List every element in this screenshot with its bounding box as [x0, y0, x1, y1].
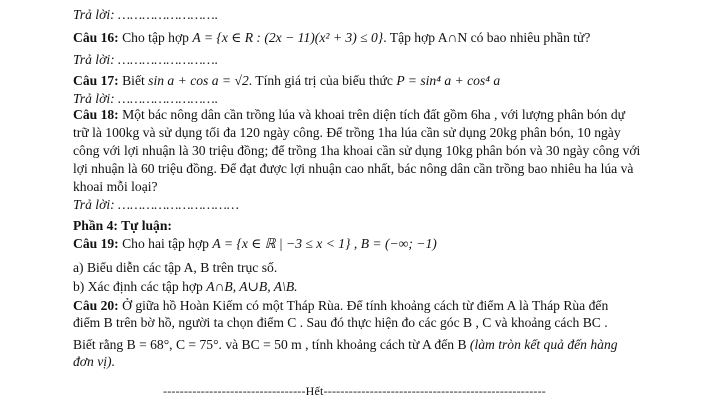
answer-line-17 [73, 90, 218, 107]
answer-dots: ……………………. [118, 7, 219, 22]
answer-dots: ……………………. [118, 52, 219, 67]
q19-b-text: b) Xác định các tập hợp [73, 279, 203, 294]
q19-part-a: a) Biểu diễn các tập A, B trên trục số. [73, 260, 278, 275]
q17-text-b: . Tính giá trị của biểu thức [248, 73, 393, 88]
q17-text-a: Biết [122, 73, 145, 88]
q16-formula: A = {x ∈ R : (2x − 11)(x² + 3) ≤ 0} [192, 30, 384, 45]
q20-line3-a: Biết rằng B = 68°, C = 75°. và BC = 50 m , tính khoảng cách từ A đến B [73, 337, 467, 352]
q18-line1: Một bác nông dân cần trồng lúa và khoai trên diện tích đất gồm 6ha , với lượng phân bón dự [122, 107, 626, 122]
question-18-line1 [73, 106, 625, 123]
end-marker: ----------------------------------Hết----------------------------------------------------- [163, 384, 546, 398]
q19-formula: A = {x ∈ ℝ | −3 ≤ x < 1} , B = (−∞; −1) [212, 236, 437, 251]
q19-text-a: Cho hai tập hợp [122, 236, 209, 251]
answer-label: Trả lời: [73, 52, 115, 67]
q20-line2: điểm B trên bờ hồ, người ta chọn điểm C . Sau đó thực hiện đo các góc B , C và khoảng cách BC . [73, 315, 608, 330]
question-19 [73, 235, 437, 252]
answer-dots: ……………………. [118, 91, 219, 106]
q16-label: Câu 16: [73, 30, 119, 45]
question-17 [73, 72, 500, 89]
q16-text-a: Cho tập hợp [122, 30, 189, 45]
answer-label: Trả lời: [73, 91, 115, 106]
q18-line5: khoai mỗi loại? [73, 179, 158, 194]
answer-label: Trả lời: [73, 197, 115, 212]
answer-line-16 [73, 51, 218, 68]
answer-line-18 [73, 196, 239, 213]
q18-label: Câu 18: [73, 107, 119, 122]
q19-part-b [73, 278, 298, 295]
question-20-line1 [73, 297, 608, 314]
q18-line3: công với lợi nhuận là 30 triệu đồng; để trồng 1ha khoai cần sử dụng 10kg phân bón và 30 ngày công với [73, 143, 641, 158]
q18-line4: lợi nhuận là 60 triệu đồng. Để đạt được lợi nhuận cao nhất, bác nông dân cần trồng bao nhiêu ha lúa và [73, 161, 634, 176]
q17-formula2: P = sin⁴ a + cos⁴ a [396, 73, 501, 88]
answer-line-top [73, 6, 218, 23]
q20-line3-b: (làm tròn kết quả đến hàng [469, 337, 618, 352]
q20-label: Câu 20: [73, 298, 119, 313]
part-4-heading: Phần 4: Tự luận: [73, 218, 172, 233]
q20-line1: Ở giữa hồ Hoàn Kiếm có một Tháp Rùa. Để tính khoảng cách từ điểm A là Tháp Rùa đến [122, 298, 609, 313]
answer-dots: ………………………… [118, 197, 239, 212]
answer-label: Trả lời: [73, 7, 115, 22]
q18-line2: trữ là 100kg và sử dụng tối đa 120 ngày công. Để trồng 1ha lúa cần sử dụng 20kg phân bón, 10 ngày [73, 125, 621, 140]
q19-b-formula: A∩B, A∪B, A\B. [206, 279, 298, 294]
q19-label: Câu 19: [73, 236, 119, 251]
q17-formula: sin a + cos a = √2 [148, 73, 249, 88]
q17-label: Câu 17: [73, 73, 119, 88]
question-16 [73, 29, 590, 46]
q16-text-b: . Tập hợp A∩N có bao nhiêu phần tử? [383, 30, 591, 45]
q20-line3 [73, 336, 618, 353]
q20-line4: đơn vị). [73, 354, 115, 369]
